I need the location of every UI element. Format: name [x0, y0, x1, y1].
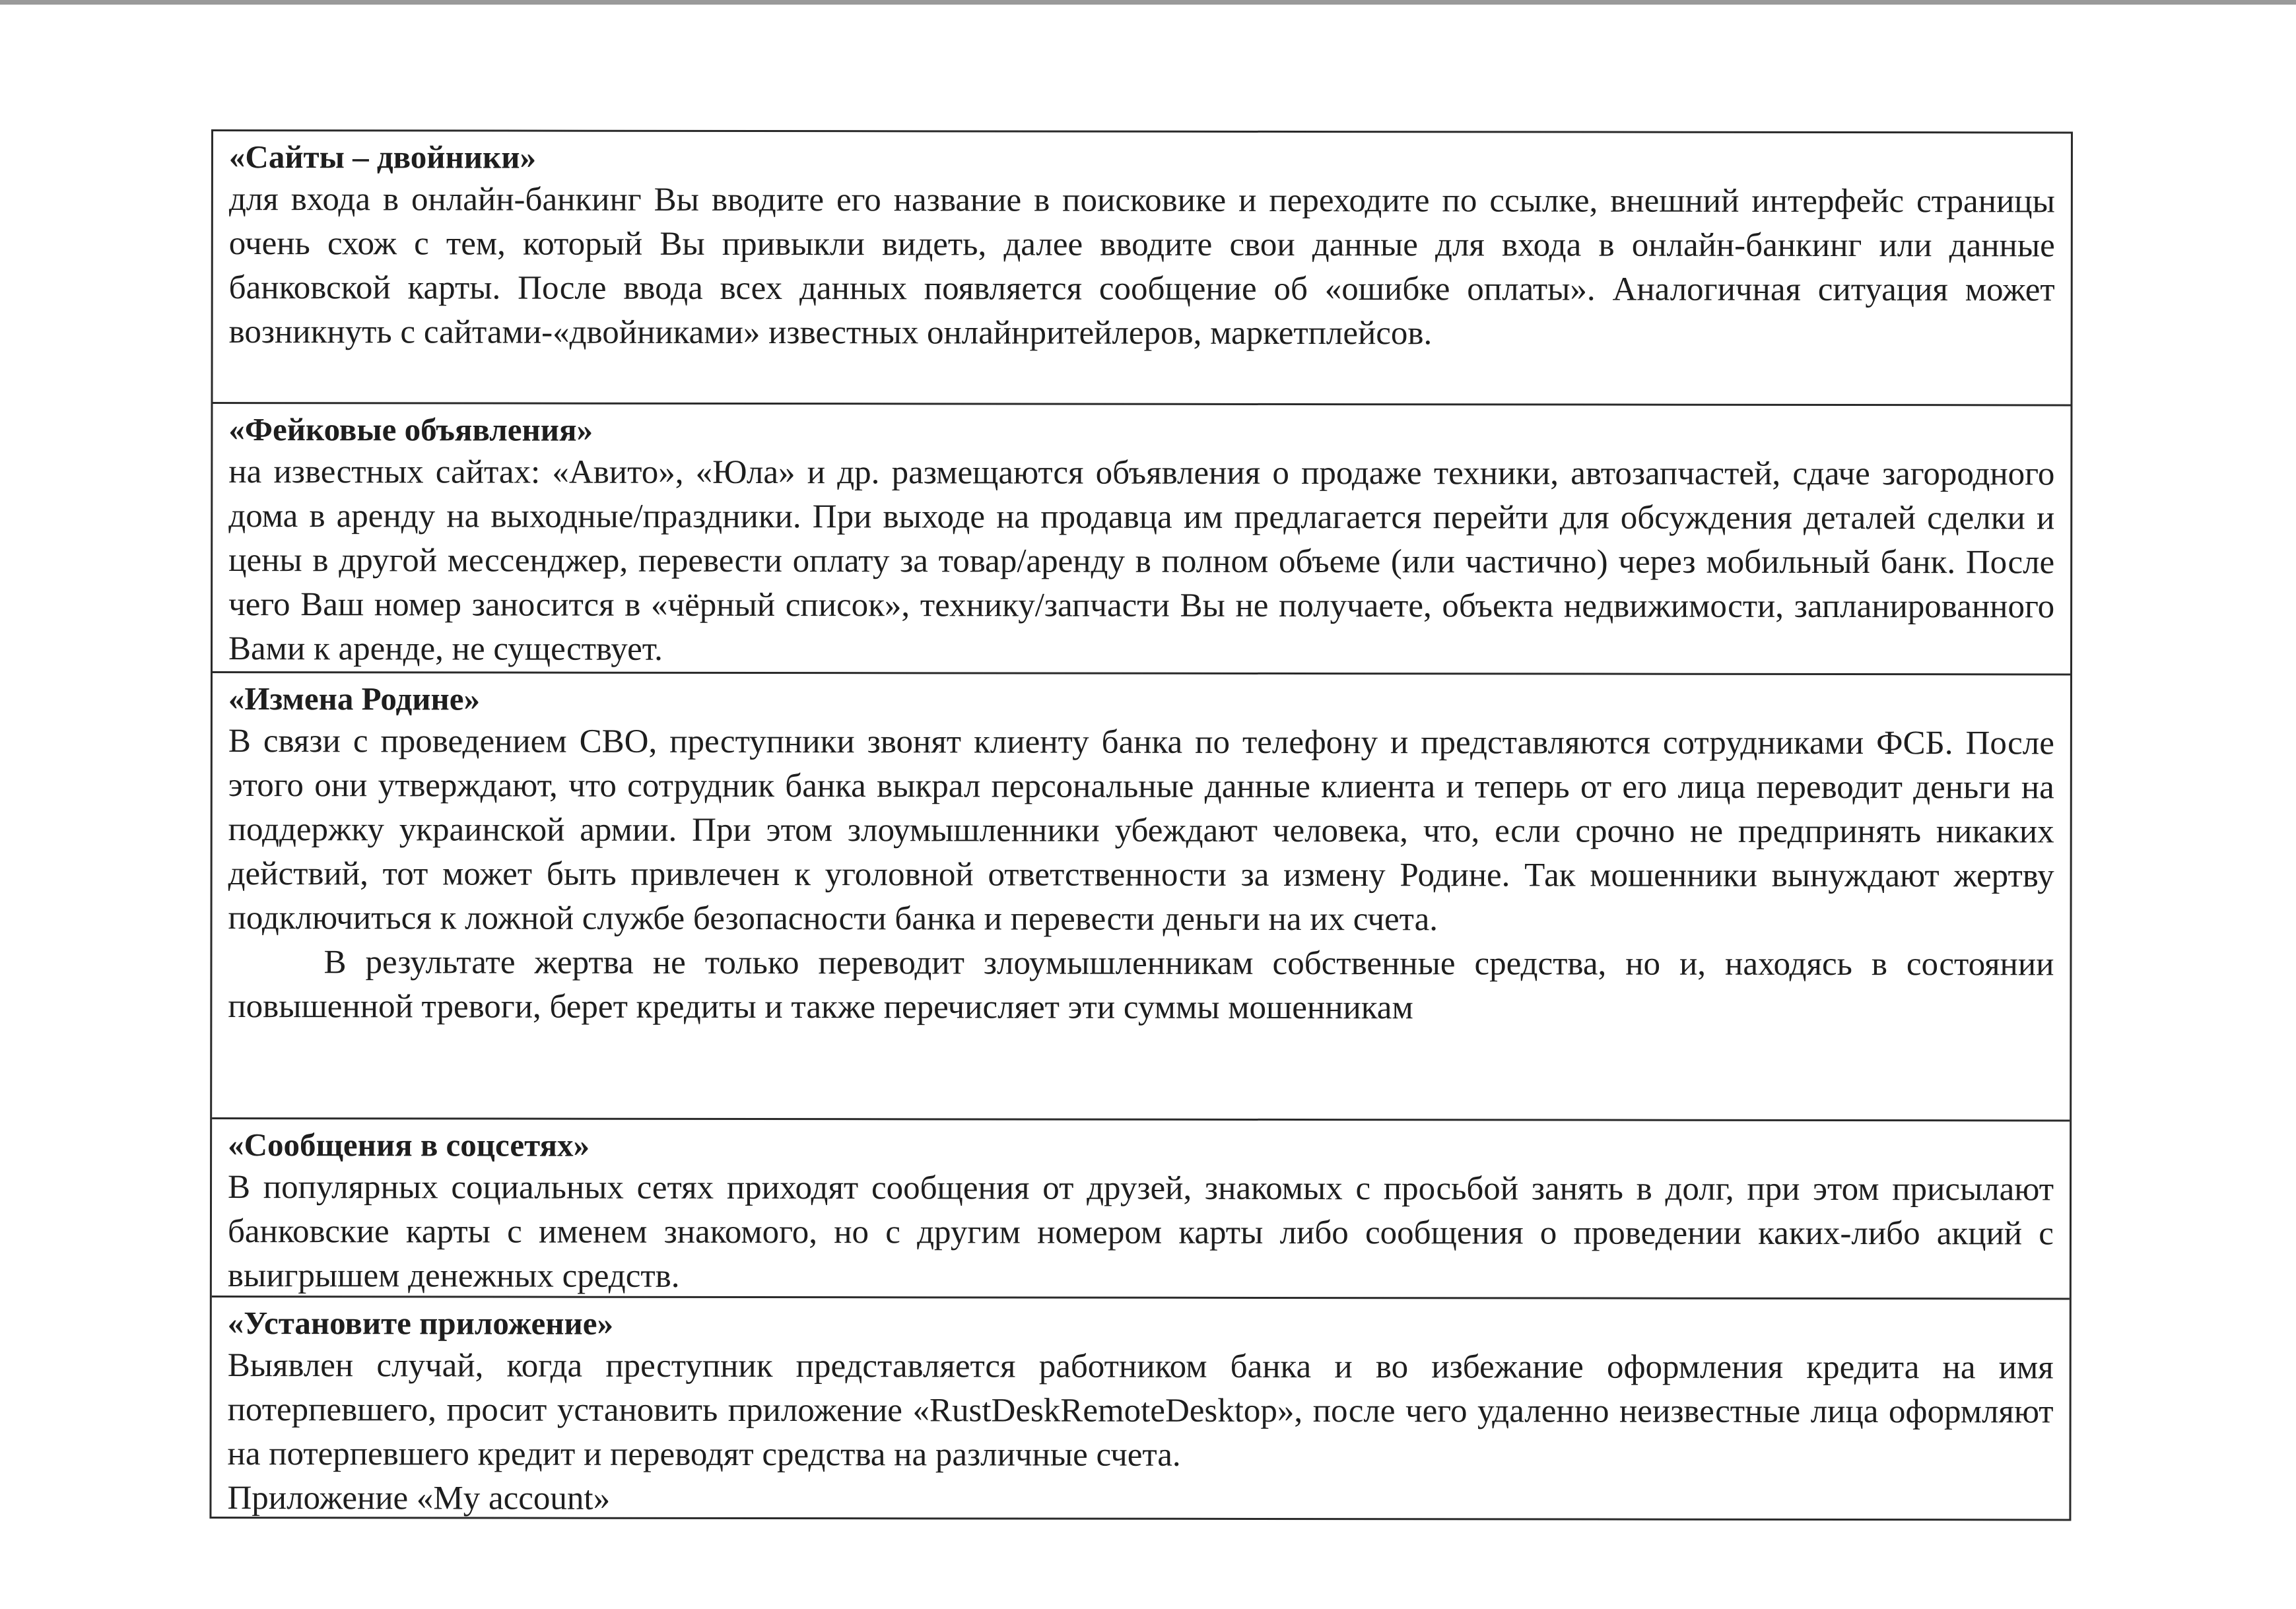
row-body [227, 1344, 2053, 1523]
row-body [228, 1166, 2054, 1300]
row-title: «Фейковые объявления» [228, 411, 593, 448]
row-paragraph: Приложение «My account» [227, 1480, 611, 1517]
table-row-doppelganger-sites [213, 131, 2070, 404]
row-body [228, 450, 2054, 673]
row-paragraph: для входа в онлайн-банкинг Вы вводите его название в поисковике и переходите по ссылке, внешний интерфейс страницы очень схож с тем, который Вы привыкли видеть, далее вводите свои данные для входа в онлайн-банкинг или данные банковской карты. После ввода всех данных появляется сообщение об «ошибке оплаты». Аналогичная ситуация может возникнуть с сайтами-«двойниками» известных онлайнритейлеров, маркетплейсов. [228, 181, 2055, 352]
row-body [229, 178, 2055, 356]
row-title: «Сайты – двойники» [228, 139, 537, 176]
row-title: «Сообщения в соцсетях» [228, 1127, 590, 1164]
table-row-fake-ads [213, 402, 2070, 673]
row-body [228, 719, 2054, 1031]
table-row-install-app [211, 1296, 2069, 1519]
row-title: «Установите приложение» [227, 1305, 614, 1342]
table-row-treason [212, 671, 2070, 1119]
scan-edge [0, 0, 2296, 5]
fraud-types-table [209, 129, 2073, 1521]
table-row-social-messages [212, 1117, 2070, 1297]
row-paragraph: В популярных социальных сетях приходят сообщения от друзей, знакомых с просьбой занять в долг, при этом присылают банковские карты с именем знакомого, но с другим номером карты либо сообщения о проведении каких-либо акций с выигрышем денежных средств. [227, 1169, 2054, 1295]
row-paragraph: на известных сайтах: «Авито», «Юла» и др. размещаются объявления о продаже техники, автозапчастей, сдаче загородного дома в аренду на выходные/праздники. При выходе на продавца им предлагается перейти для обсуждения деталей сделки и цены в другой мессенджер, перевести оплату за товар/аренду в полном объеме (или частично) через мобильный банк. После чего Ваш номер заносится в «чёрный список», технику/запчасти Вы не получаете, объекта недвижимости, запланированного Вами к аренде, не существует. [228, 453, 2055, 668]
row-paragraph: В связи с проведением СВО, преступники звонят клиенту банка по телефону и представляются сотрудниками ФСБ. После этого они утверждают, что сотрудник банка выкрал персональные данные клиента и теперь от его лица переводит деньги на поддержку украинской армии. При этом злоумышленники убеждают человека, что, если срочно не предпринять никаких действий, тот может быть привлечен к уголовной ответственности за измену Родине. Так мошенники вынуждают жертву подключиться к ложной службе безопасности банка и перевести деньги на их счета. [228, 723, 2054, 938]
row-paragraph: Выявлен случай, когда преступник представляется работником банка и во избежание оформления кредита на имя потерпевшего, просит установить приложение «RustDeskRemoteDesktop», после чего удаленно неизвестные лица оформляют на потерпевшего кредит и переводят средства на различные счета. [227, 1347, 2054, 1474]
row-title: «Измена Родине» [228, 680, 481, 717]
row-paragraph: В результате жертва не только переводит злоумышленникам собственные средства, но и, находясь в состоянии повышенной тревоги, берет кредиты и также перечисляет эти суммы мошенникам [228, 944, 2054, 1027]
